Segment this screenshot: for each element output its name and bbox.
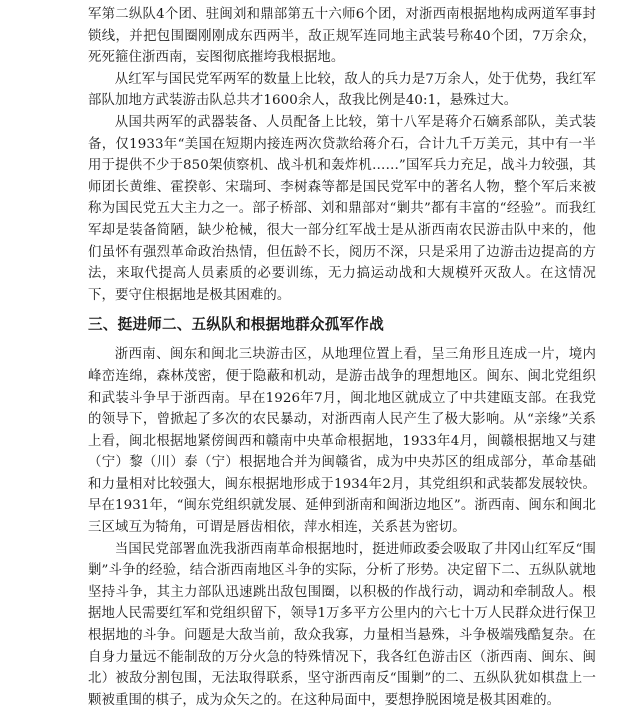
paragraph-isolated-struggle: 当国民党部署血洗我浙西南革命根据地时，挺进师政委会吸取了井冈山红军反“围剿”斗争的经验，结合浙西南地区斗争的实际，分析了形势。决定留下二、五纵队就地坚持斗争，其主力部队迅速跳出敌包围圈，以积极的作战行动，调动和牵制敌人。根据地人民需要红军和党组织留下，领导1万多平方公里内的六七十万人民群众进行保卫根据地的斗争。问题是大敌当前，敌众我寡，力量相当悬殊，斗争极端残酷复杂。在自身力量远不能制敌的万分火急的特殊情况下，我各红色游击区（浙西南、闽东、闽北）被敌分割包围，无法取得联系，坚守浙西南反“围剿”的二、五纵队犹如棋盘上一颗被重围的棋子，成为众矢之的。在这种局面中，要想挣脱困境是极其困难的。 — [88, 541, 596, 708]
paragraph-continued: 军第二纵队4个团、驻闽刘和鼎部第五十六师6个团，对浙西南根据地构成两道军事封锁线，并把包围圈刚刚成东西两半，敌正规军连同地主武装号称40个团，7万余众，死死箍住浙西南，妄图彻底摧垮我根据地。 — [88, 7, 596, 66]
paragraph-geography: 浙西南、闽东和闽北三块游击区，从地理位置上看，呈三角形且连成一片，境内峰峦连绵，森林茂密，便于隐蔽和机动，是游击战争的理想地区。闽东、闽北党组织和武装斗争早于浙西南。早在1926年7月，闽北地区就成立了中共建瓯支部。在我党的领导下，曾掀起了多次的农民暴动，对浙西南人民产生了极大影响。从“亲缘”关系上看，闽北根据地紧傍闽西和赣南中央革命根据地，1933年4月，闽赣根据地又与建（宁）黎（川）泰（宁）根据地合并为闽赣省，成为中央苏区的组成部分，革命基础和力量相对比较强大，闽东根据地形成于1934年2月，其党组织和武装都发展较快。早在1931年，“闽东党组织就发展、延伸到浙南和闽浙边地区”。浙西南、闽东和闽北三区域互为犄角，可谓是唇齿相依，萍水相连，关系甚为密切。 — [88, 347, 596, 536]
paragraph-weapons-comparison: 从国共两军的武器装备、人员配备上比较，第十八军是蒋介石嫡系部队，美式装备，仅1933年“美国在短期内接连两次贷款给蒋介石，合计九千万美元，其中有一半用于提供不少于850架侦察机、战斗机和轰炸机……”国军兵力充足，战斗力较强，其师团长黄维、霍揆彰、宋瑞珂、李树森等都是国民党军中的著名人物，整个军后来被称为国民党五大主力之一。部子桥部、刘和鼎部对“剿共”都有丰富的“经验”。而我红军却是装备简陋，缺少枪械，很大一部分红军战士是从浙西南农民游击队中来的，他们虽怀有强烈革命政治热情，但伍龄不长，阅历不深，只是采用了边游击边提高的方法，来取代提高人员素质的必要训练，无力搞运动战和大规模歼灭敌人。在这情况下，要守住根据地是极其困难的。 — [88, 114, 596, 303]
paragraph-troop-comparison: 从红军与国民党军两军的数量上比较，敌人的兵力是7万余人，处于优势，我红军部队加地方武装游击队总共才1600余人，敌我比例是40:1，悬殊过大。 — [88, 71, 596, 109]
section-heading: 三、挺进师二、五纵队和根据地群众孤军作战 — [88, 316, 384, 334]
